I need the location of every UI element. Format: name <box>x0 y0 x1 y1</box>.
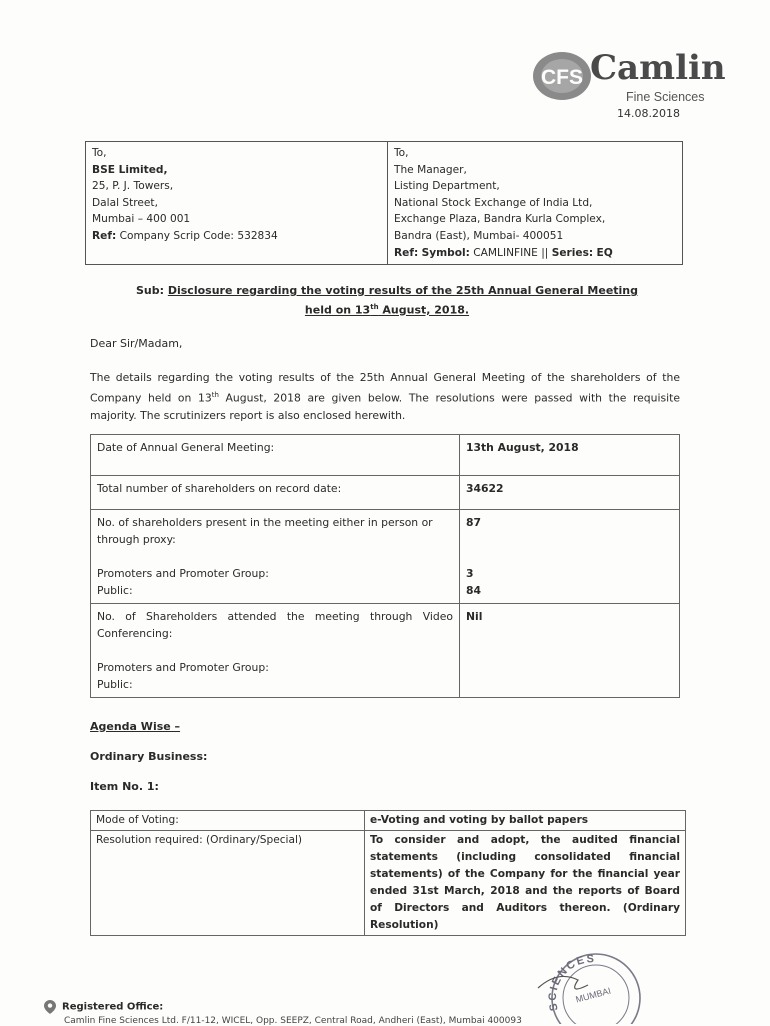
registered-office <box>44 1000 163 1014</box>
nse-to: To, <box>394 147 409 159</box>
bse-line3: Mumbai – 400 001 <box>92 213 191 226</box>
present-cell <box>91 510 460 604</box>
seal-top-text: SCIENCES <box>546 953 596 1012</box>
mode-of-voting-label: Mode of Voting: <box>91 811 365 831</box>
nse-symbol-label: Symbol: <box>421 246 470 259</box>
addressee-box <box>85 141 683 265</box>
bse-ref-value: Company Scrip Code: 532834 <box>119 229 278 242</box>
resolution-value: To consider and adopt, the audited financial statements (including consolidated financial statements) of the Company for the financial year ended 31st March, 2018 and the reports of Board of Directors and Auditors thereon. (Ordinary Resolution) <box>365 831 686 936</box>
table-row <box>91 510 680 604</box>
bse-ref-label: Ref: <box>92 229 117 242</box>
present-values-cell <box>460 510 680 604</box>
salutation: Dear Sir/Madam, <box>90 337 183 350</box>
subject-line1: Disclosure regarding the voting results of the 25th Annual General Meeting <box>167 284 639 297</box>
present-label: No. of shareholders present in the meeting either in person or through proxy: <box>97 516 433 546</box>
present-promoters-label: Promoters and Promoter Group: <box>97 567 269 580</box>
addressee-bse <box>86 142 388 264</box>
nse-line2: National Stock Exchange of India Ltd, <box>394 196 593 209</box>
location-pin-icon <box>44 1000 56 1014</box>
bse-ref <box>92 228 381 245</box>
ordinary-business-heading: Ordinary Business: <box>90 750 208 763</box>
total-shareholders-value: 34622 <box>460 476 680 510</box>
mode-of-voting-value: e-Voting and voting by ballot papers <box>365 811 686 831</box>
nse-ref-label: Ref: <box>394 246 419 259</box>
video-public-label: Public: <box>97 678 133 691</box>
nse-ref <box>394 245 676 262</box>
present-promoters-value: 3 <box>466 567 474 580</box>
body-part1: The details regarding the voting results of the 25th Annual General Meeting of the shareholders of the Company held on 13 <box>90 371 680 405</box>
svg-text:SCIENCES <box>547 953 596 1012</box>
subject-line2 <box>90 299 684 319</box>
nse-name: The Manager, <box>394 163 467 176</box>
nse-separator: || <box>541 246 549 259</box>
agm-details-table <box>90 434 680 698</box>
company-seal-stamp <box>528 940 646 1024</box>
table-row <box>91 435 680 476</box>
video-cell <box>91 604 460 698</box>
agm-date-value: 13th August, 2018 <box>460 435 680 476</box>
nse-line4: Bandra (East), Mumbai- 400051 <box>394 229 564 242</box>
registered-office-label: Registered Office: <box>62 1001 164 1013</box>
brand-tagline: Fine Sciences <box>626 90 705 104</box>
present-value: 87 <box>466 516 482 529</box>
resolution-label: Resolution required: (Ordinary/Special) <box>91 831 365 936</box>
subject-line <box>90 282 684 319</box>
video-label: No. of Shareholders attended the meeting through Video Conferencing: <box>97 610 453 640</box>
registered-office-address: Camlin Fine Sciences Ltd. F/11-12, WICEL, Opp. SEEPZ, Central Road, Andheri (East), Mumbai 400093 <box>64 1016 522 1026</box>
bse-name: BSE Limited, <box>92 163 168 176</box>
table-row <box>91 831 686 936</box>
letter-date: 14.08.2018 <box>617 107 680 120</box>
nse-series-value: EQ <box>596 246 613 259</box>
body-part2: August, 2018 are given below. The resolutions were passed with the requisite majority. The scrutinizers report is also enclosed herewith. <box>90 391 681 422</box>
nse-series-label: Series: <box>551 246 594 259</box>
bse-line1: 25, P. J. Towers, <box>92 180 174 193</box>
brand-name: Camlin <box>590 48 726 88</box>
nse-line1: Listing Department, <box>394 180 500 193</box>
subject-line2-post: August, 2018. <box>378 303 470 317</box>
nse-symbol-value: CAMLINFINE <box>473 246 538 259</box>
bse-line2: Dalal Street, <box>92 196 158 209</box>
bse-to: To, <box>92 147 107 159</box>
body-sup: th <box>211 390 219 399</box>
video-value: Nil <box>460 604 680 698</box>
present-public-value: 84 <box>466 584 482 597</box>
table-row <box>91 811 686 831</box>
company-logo <box>532 40 732 110</box>
table-row <box>91 476 680 510</box>
item-1-table <box>90 810 686 936</box>
total-shareholders-label: Total number of shareholders on record date: <box>91 476 460 510</box>
seal-center-text: MUMBAI <box>574 985 612 1005</box>
present-public-label: Public: <box>97 584 133 597</box>
cfs-logo-icon <box>532 48 594 102</box>
table-row <box>91 604 680 698</box>
agm-date-label: Date of Annual General Meeting: <box>91 435 460 476</box>
subject-sup: th <box>370 303 379 311</box>
addressee-nse <box>388 142 682 264</box>
nse-line3: Exchange Plaza, Bandra Kurla Complex, <box>394 213 606 226</box>
logo-badge-text: CFS <box>541 66 583 89</box>
video-promoters-label: Promoters and Promoter Group: <box>97 661 269 674</box>
agenda-heading: Agenda Wise – <box>90 720 181 733</box>
item-number-heading: Item No. 1: <box>90 780 159 793</box>
subject-line2-pre: held on 13 <box>304 303 371 317</box>
body-paragraph <box>90 369 680 424</box>
subject-prefix: Sub: <box>135 284 165 297</box>
